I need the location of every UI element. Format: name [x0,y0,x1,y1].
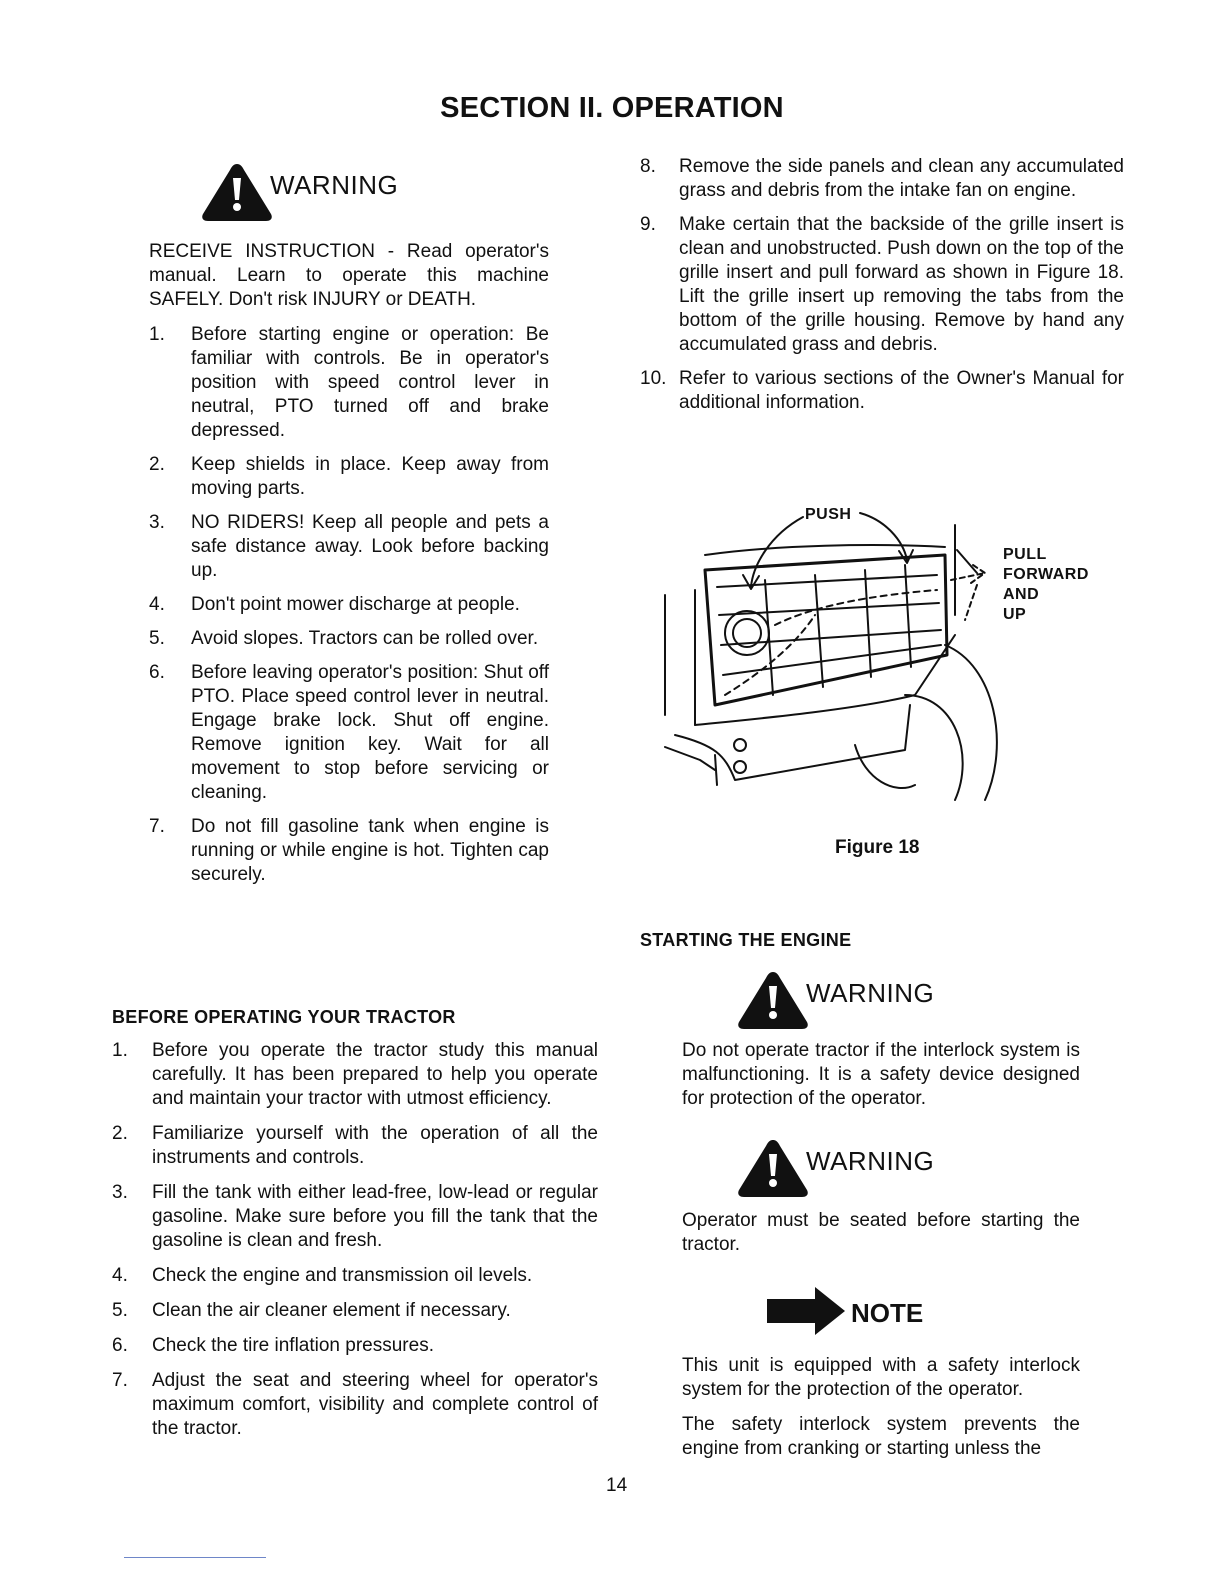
warning-header-start-2 [736,1138,934,1198]
before-operating-heading: BEFORE OPERATING YOUR TRACTOR [112,1007,456,1027]
warning-label: WARNING [806,1146,935,1176]
figure-18 [655,495,1115,815]
list-item: 6. Before leaving operator's position: Shut off PTO. Place speed control lever in neutral. Engage brake lock. Shut off engine. Remove ignition key. Wait for all movement to stop before servicing or cleaning. [149,662,549,803]
warning-label: WARNING [806,978,935,1008]
list-item: 4. Don't point mower discharge at people. [149,594,520,615]
list-item: 5. Avoid slopes. Tractors can be rolled over. [149,628,539,649]
list-item: 9. Make certain that the backside of the grille insert is clean and unobstructed. Push down on the top of the grille insert and pull forward as shown in Figure 18. Lift the grille insert up removing the tabs from the bottom of the grille housing. Remove by hand any accumulated grass and debris. [640,214,1124,355]
list-item: 1. Before you operate the tractor study this manual carefully. It has been prepared to help you operate and maintain your tractor with utmost efficiency. [112,1040,598,1109]
note-text-1: This unit is equipped with a safety interlock system for the protection of the operator. [682,1355,1080,1400]
pull-label: PULL FORWARD AND UP [1003,546,1089,623]
list-item: 5. Clean the air cleaner element if necessary. [112,1300,511,1321]
list-item: 3. Fill the tank with either lead-free, low-lead or regular gasoline. Make sure before you fill the tank that the gasoline is clean and fresh. [112,1182,598,1251]
list-item: 2. Keep shields in place. Keep away from moving parts. [149,454,549,499]
warning-triangle-icon [200,162,274,222]
push-label: PUSH [805,506,852,523]
arrow-right-icon [765,1285,847,1337]
before-operating-list [112,1039,598,1452]
list-item: 6. Check the tire inflation pressures. [112,1335,434,1356]
list-item: 1. Before starting engine or operation: Be familiar with controls. Be in operator's position with speed control lever in neutral, PTO turned off and brake depressed. [149,324,549,441]
note-text-2: The safety interlock system prevents the engine from cranking or starting unless the [682,1414,1080,1459]
warning-2-text: Operator must be seated before starting the tractor. [682,1210,1080,1255]
starting-heading: STARTING THE ENGINE [640,930,852,950]
warning-label: WARNING [270,170,399,200]
list-item: 4. Check the engine and transmission oil levels. [112,1265,533,1286]
note-label: NOTE [851,1298,924,1328]
list-item: 2. Familiarize yourself with the operation of all the instruments and controls. [112,1123,598,1168]
warning-header-start-1 [736,970,934,1030]
warning-triangle-icon [736,970,810,1030]
list-item: 10. Refer to various sections of the Owner's Manual for additional information. [640,368,1124,413]
warning-1-text: Do not operate tractor if the interlock system is malfunctioning. It is a safety device designed for protection of the operator. [682,1040,1080,1109]
note-header [765,1285,923,1337]
page-title: SECTION II. OPERATION [440,92,784,124]
figure-caption: Figure 18 [835,837,920,858]
right-list [640,155,1124,425]
list-item: 7. Adjust the seat and steering wheel for operator's maximum comfort, visibility and complete control of the tractor. [112,1370,598,1439]
grille-illustration [655,495,1115,815]
footer-divider [124,1557,266,1558]
warning-header-left [200,162,398,222]
list-item: 7. Do not fill gasoline tank when engine is running or while engine is hot. Tighten cap securely. [149,816,549,885]
warning-intro: RECEIVE INSTRUCTION - Read operator's manual. Learn to operate this machine SAFELY. Don't risk INJURY or DEATH. [149,241,549,310]
warning-triangle-icon [736,1138,810,1198]
warning-list [149,323,549,897]
list-item: 8. Remove the side panels and clean any accumulated grass and debris from the intake fan on engine. [640,156,1124,201]
page-number: 14 [606,1475,628,1496]
list-item: 3. NO RIDERS! Keep all people and pets a safe distance away. Look before backing up. [149,512,549,581]
